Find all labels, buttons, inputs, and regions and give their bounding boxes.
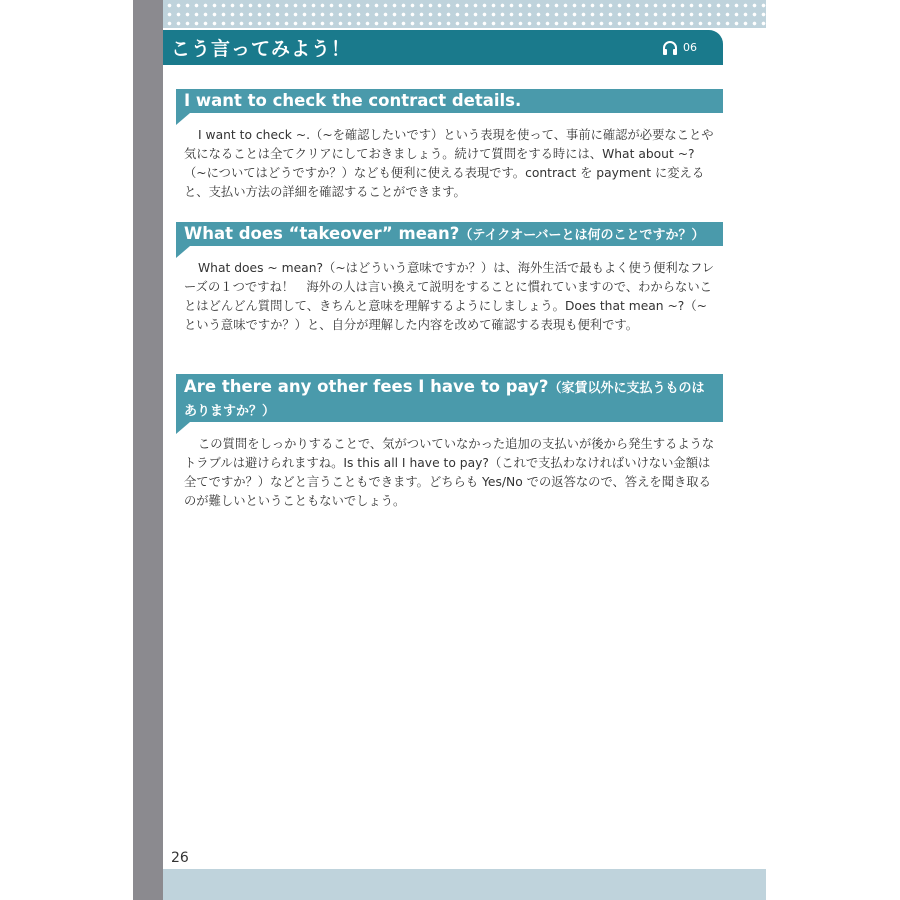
title-band	[163, 30, 723, 65]
left-margin-bar	[133, 0, 163, 900]
page-title: こう言ってみよう！	[171, 38, 352, 60]
section-heading-en: Are there any other fees I have to pay?	[184, 377, 549, 396]
audio-track[interactable]	[662, 40, 697, 56]
speech-tail	[176, 246, 190, 258]
speech-tail	[176, 113, 190, 125]
section-heading-ja: （テイクオーバーとは何のことですか？）	[459, 228, 705, 243]
section-heading-ja: （契約内容の確認をしたいです）	[184, 114, 380, 129]
headphones-icon	[662, 40, 678, 56]
section-heading-3	[176, 374, 723, 422]
section-body-3: この質問をしっかりすることで、気がついていなかった追加の支払いが後から発生するようなトラブルは避けられますね。Is this all I have to pay?（これで支払わなければいけない金額は全てですか？）などと言うこともできます。どちらも Yes/No での返答なので、答えを聞き取るのが難しいということもないでしょう。	[184, 437, 715, 508]
section-body-1: I want to check ~.（~を確認したいです）という表現を使って、事前に確認が必要なことや気になることは全てクリアにしておきましょう。続けて質問をする時には、What about ~?（~についてはどうですか？）なども便利に使える表現です。contract を payment に変えると、支払い方法の詳細を確認することができます。	[184, 128, 714, 199]
section-heading-en: What does “takeover” mean?	[184, 224, 460, 243]
section-heading-1	[176, 89, 723, 129]
section-heading-2	[176, 222, 723, 246]
track-number: 06	[683, 41, 697, 54]
section-body-2: What does ~ mean?（~はどういう意味ですか？）は、海外生活で最もよく使う便利なフレーズの１つですね！ 海外の人は言い換えて説明をすることに慣れていますので、わからないことはどんどん質問して、きちんと意味を理解するようにしましょう。Does that mean ~?（~という意味ですか？）と、自分が理解した内容を改めて確認する表現も便利です。	[184, 261, 715, 332]
speech-tail	[176, 422, 190, 434]
footer-band	[163, 869, 766, 900]
dotted-header-strip	[163, 0, 766, 28]
section-heading-ja: （家賃以外に支払うものはありますか？）	[184, 381, 705, 419]
section-heading-en: I want to check the contract details.	[184, 91, 522, 110]
page-number: 26	[171, 850, 189, 866]
